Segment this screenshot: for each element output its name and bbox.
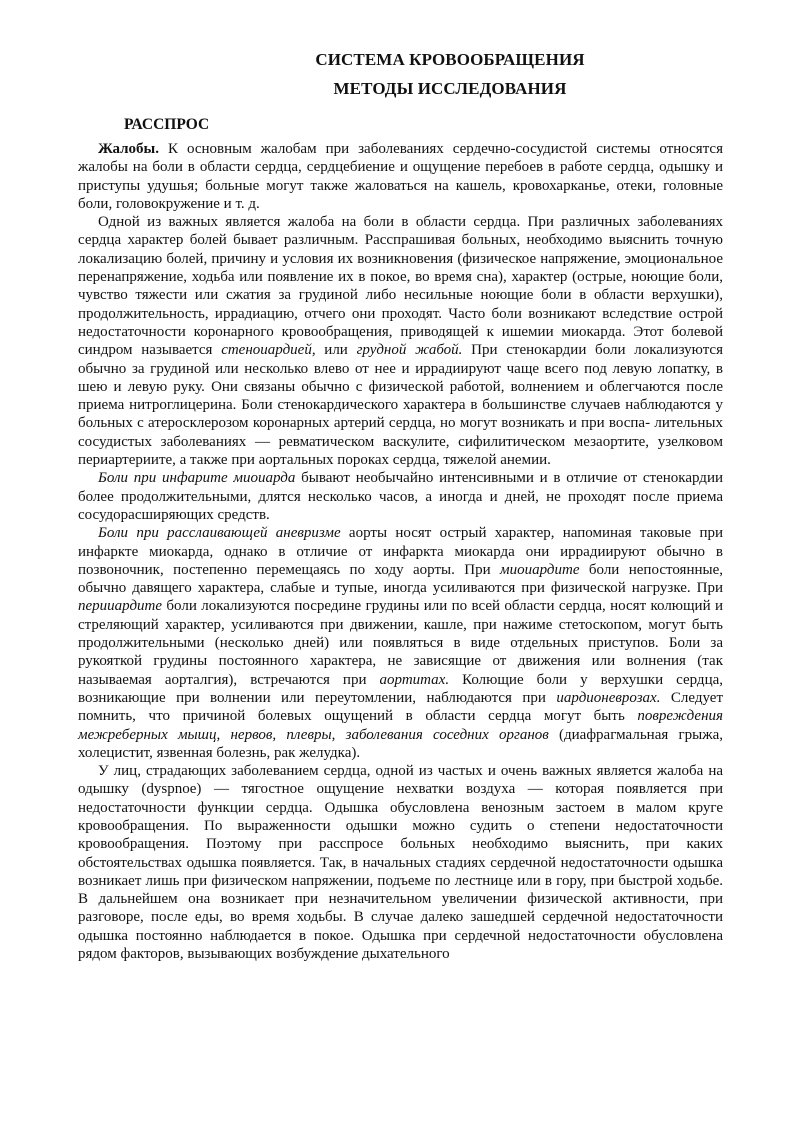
italic-run: перииардите [78, 598, 163, 615]
text-run: Колющие боли у верхушки сердца, возникающие при волнении или переутомлении, наблюдаются при [78, 671, 723, 706]
paragraph [78, 140, 723, 213]
body-text [78, 140, 723, 963]
paragraph [78, 762, 723, 963]
paragraph [78, 469, 723, 524]
text-run: боли непостоянные, обычно давящего характера, слабые и тупые, иногда усиливаются при физической нагрузке. При [78, 561, 723, 597]
italic-run: грудной жабой. [356, 342, 463, 359]
bold-run: Жалобы. [98, 141, 159, 157]
italic-run: иардионеврозах. [556, 689, 661, 706]
text-run: При стенокардии боли локализуются обычно за грудиной или несколько влево от нее и иррадиируют чаще всего под левую лопатку, в шею и левую руку. Они связаны обычно с физической работой, волнением и облегчаются после приема нитроглицерина. Боли стенокардического характера в большинстве случаев наблюдаются у больных с атеросклерозом коронарных артерий сердца, но могут возникать и при воспа- лительных сосудистых заболеваниях — ревматическом васкулите, сифилитическом мезаортите, узелковом периартериите, а также при аортальных пороках сердца, тяжелой анемии. [78, 342, 723, 469]
text-run: (диафрагмальная грыжа, холецистит, язвенная болезнь, рак желудка). [78, 726, 723, 761]
text-run: Следует помнить, что причиной болевых ощущений в области сердца могут быть [78, 689, 723, 725]
italic-run: аортитах. [379, 671, 450, 688]
text-run: бывают необычайно интенсивными и в отличие от стенокардии более продолжительными, длятся несколько часов, а иногда и дней, не проходят после приема сосудорасширяющих средств. [78, 470, 723, 523]
text-run: У лиц, страдающих заболеванием сердца, одной из частых и очень важных является жалоба на одышку (dyspnoe) — тягостное ощущение нехватки воздуха — которая появляется при недостаточности функции сердца. Одышка обусловлена венозным застоем в малом круге кровообращения. По выраженности одышки можно судить о степени недостаточности кровообращения. Поэтому при расспросе больных необходимо выяснить, при каких обстоятельствах одышка появляется. Так, в начальных стадиях сердечной недостаточности одышка возникает лишь при физическом напряжении, подъеме по лестнице или в гору, при быстрой ходьбе. В дальнейшем она возникает при незначительном увеличении физической активности, при разговоре, после еды, во время ходьбы. В случае далеко зашедшей сердечной недостаточности одышка постоянно наблюдается в покое. Одышка при сердечной недостаточности обусловлена рядом факторов, вызывающих возбуждение дыхательного [78, 763, 723, 963]
text-run: или [315, 342, 357, 359]
text-run: К основным жалобам при заболеваниях сердечно-сосудистой системы относятся жалобы на боли в области сердца, сердцебиение и ощущение перебоев в работе сердца, одышку и приступы удушья; больные могут также жаловаться на кашель, кровохарканье, отеки, головные боли, головокружение и т. д. [78, 141, 723, 212]
italic-run: миоиардите [500, 561, 580, 578]
italic-run: Боли при инфарите миоиарда [98, 470, 296, 487]
italic-run: повреждения межреберных мышц, нервов, плевры, заболевания соседних органов [78, 708, 723, 743]
page-title: СИСТЕМА КРОВООБРАЩЕНИЯ [315, 50, 585, 69]
paragraph [78, 213, 723, 469]
text-run: аорты носят острый характер, напоминая таковые при инфаркте миокарда, однако в отличие от инфаркта миокарда они иррадиируют обычно в позвоночник, постепенно перемещаясь по ходу аорты. При [78, 525, 724, 578]
paragraph [78, 524, 723, 762]
italic-run: стенoиардией, [221, 342, 316, 359]
text-run: боли локализуются посредине грудины или по всей области сердца, носят колющий и стреляющий характер, усиливаются при движении, кашле, при нажиме стетоскопом, могут быть продолжительными (несколько дней) или появляться в виде отдельных приступов. Боли за рукояткой грудины постоянного характера, не зависящие от движения или волнения (так называемая аорталгия), встречаются при [78, 598, 723, 688]
page-subtitle: МЕТОДЫ ИССЛЕДОВАНИЯ [333, 79, 567, 98]
italic-run: Боли при расслаивающей аневризме [98, 525, 341, 542]
text-run: Одной из важных является жалоба на боли в области сердца. При различных заболеваниях сердца характер болей бывает различным. Расспрашивая больных, необходимо выяснить точную локализацию болей, причину и условия их возникновения (физическое напряжение, эмоциональное перенапряжение, ходьба или появление их в покое, во время сна), характер (острые, ноющие боли, чувство тяжести или сжатия за грудиной либо несильные ноющие боли в области верхушки), продолжительность, иррадиацию, отчего они проходят. Часто боли возникают вследствие острой недостаточности коронарного кровообращения, приводящей к ишемии миокарда. Этот болевой синдром называется [78, 214, 723, 359]
section-heading: РАССПРОС [124, 116, 210, 133]
